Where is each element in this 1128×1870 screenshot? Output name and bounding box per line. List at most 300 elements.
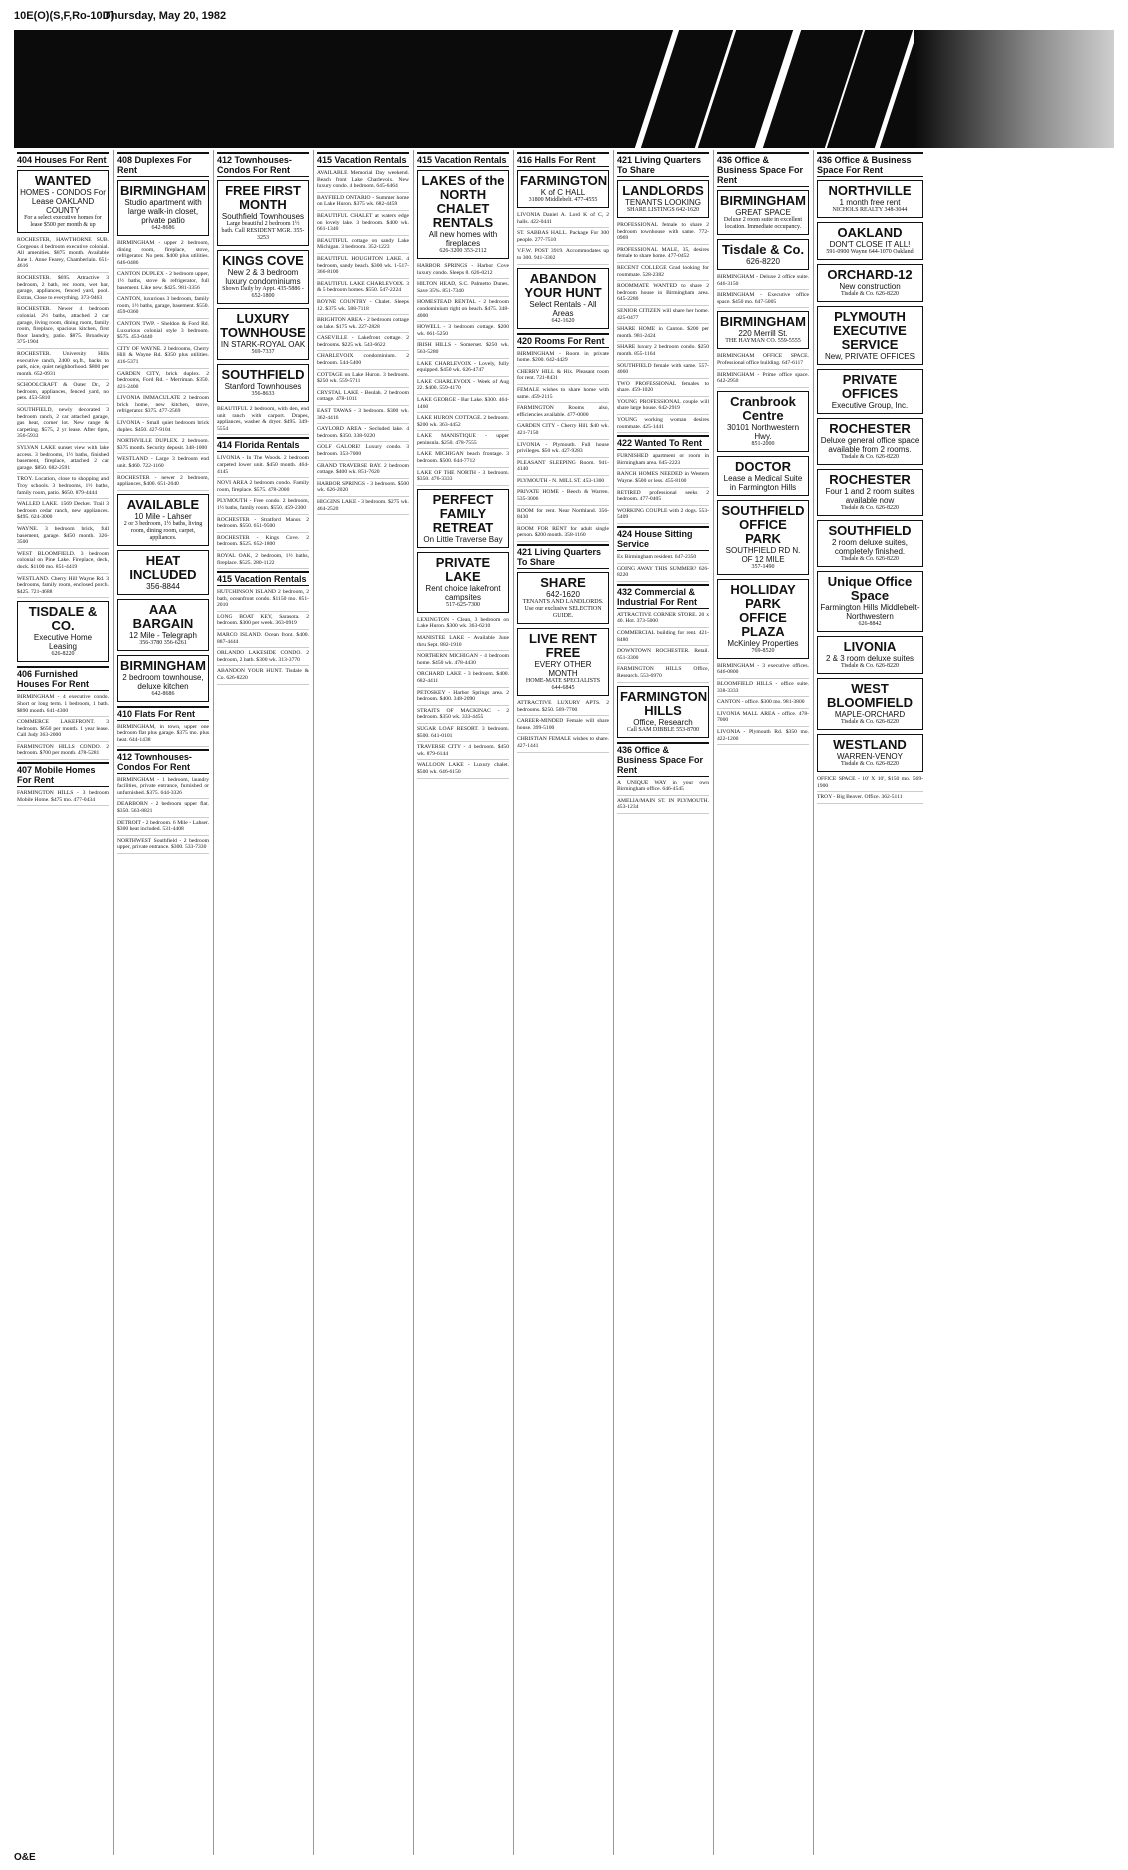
display-ad-detail: 626-3200 353-2112 <box>439 248 487 254</box>
classified-ad: CAREER-MINDED Female will share house. 399-5100 <box>517 718 609 734</box>
display-ad-detail: For a select executive homes for lease $500 per month & up <box>24 215 102 228</box>
display-ad-box <box>817 678 923 730</box>
classified-ad: LAKE CHARLEVOIX - Week of Aug 22. $400. 559-4170 <box>417 379 509 395</box>
display-ad-title: NORTHVILLE <box>828 183 912 198</box>
classified-ad: WESTLAND. Cherry Hill Wayne Rd. 3 bedrooms, family room, enclosed porch. $425. 721-4688 <box>17 576 109 599</box>
display-ad-title: BIRMINGHAM <box>720 314 806 330</box>
display-ad-subtitle: 626-8220 <box>746 257 780 266</box>
display-ad-detail: Call SAM DIBBLE 553-8700 <box>626 726 700 733</box>
display-ad-box <box>717 456 809 496</box>
display-ad-box <box>417 170 509 259</box>
classified-ad: SOUTHFIELD, newly decorated 3 bedroom ranch, 2 car attached garage, gas heat, corner lot. New range & carpeting. $575, 2 yr lease. After 6pm, 356-5933 <box>17 407 109 443</box>
classified-ad: GOLF GALORE! Luxury condo. 3 bedroom. 353-7000 <box>317 444 409 460</box>
display-ad-box <box>517 572 609 624</box>
display-ad-subtitle: Executive Group, Inc. <box>831 401 909 410</box>
display-ad-subtitle: Office, Research <box>633 717 693 727</box>
display-ad-title: PRIVATE OFFICES <box>841 372 899 401</box>
display-ad-subtitle: 12 Mile - Telegraph <box>129 630 197 640</box>
display-ad-box <box>817 418 923 465</box>
display-ad-box <box>417 552 509 613</box>
classified-ad: BIRMINGHAM - Deluxe 2 office suite. 646-3150 <box>717 274 809 290</box>
classified-ad: SYLVAN LAKE sunset view with lake access. 3 bedrooms, 1½ baths, finished basement, fireplace, attached 2 car garage. $850. 682-2591 <box>17 445 109 474</box>
display-ad-subtitle: New construction <box>839 282 901 291</box>
classified-ad: HOWELL - 3 bedroom cottage. $200 wk. 661-5250 <box>417 324 509 340</box>
classified-ad: FARMINGTON HILLS CONDO. 2 bedroom. $700 per month. 478-5281 <box>17 744 109 760</box>
display-ad-subtitle: Studio apartment with large walk-in closet, private patio <box>124 198 202 225</box>
display-ad-box <box>217 308 309 360</box>
display-ad-box <box>517 170 609 208</box>
classified-ad: AMELIA/MAIN ST. IN PLYMOUTH. 453-1234 <box>617 798 709 814</box>
display-ad-box <box>817 180 923 218</box>
display-ad-box <box>817 636 923 674</box>
display-ad-subtitle: Four 1 and 2 room suites available now <box>825 487 915 505</box>
display-ad-subtitle: Executive Home Leasing <box>33 633 93 652</box>
classified-ad: ROYAL OAK, 2 bedroom, 1½ baths, fireplace. $525. 280-1122 <box>217 553 309 569</box>
display-ad-subtitle: EVERY OTHER MONTH <box>534 660 592 679</box>
folio-date: Thursday, May 20, 1982 <box>104 10 227 22</box>
classified-ad: BIRMINGHAM - 4 executive condo. Short or long term. 1 bedroom, 1 bath. $890 month. 641-4300 <box>17 694 109 717</box>
classified-ad: FARMINGTON HILLS Office, Research. 553-6970 <box>617 666 709 682</box>
classified-ad: WALLOON LAKE - Luxury chalet. $500 wk. 646-6150 <box>417 762 509 778</box>
display-ad-box <box>17 170 109 233</box>
classified-ad: AVAILABLE Memorial Day weekend. Beach front Lake Charlevoix. New luxury condo. 4 bedroom. 645-6464 <box>317 170 409 193</box>
classified-ad: LEXINGTON - Clean, 3 bedroom on Lake Huron. $300 wk. 363-6210 <box>417 617 509 633</box>
classified-ad: CRYSTAL LAKE - Beulah. 2 bedroom cottage. 478-1011 <box>317 390 409 406</box>
classified-ad: MARCO ISLAND. Ocean front. $400. 887-4444 <box>217 632 309 648</box>
classified-ad: LIVONIA MALL AREA - office. 478-7000 <box>717 711 809 727</box>
classified-ad: LAKE OF THE NORTH - 3 bedroom. $350. 476-3333 <box>417 470 509 486</box>
display-ad-box <box>117 494 209 546</box>
display-ad-title: FREE FIRST MONTH <box>225 183 301 212</box>
section-heading: 421 Living Quarters To Share <box>517 544 609 569</box>
classified-column <box>814 150 927 1855</box>
classified-ad: BEAUTIFUL LAKE CHARLEVOIX. 3 & 5 bedroom homes. $550. 547-2224 <box>317 281 409 297</box>
display-ad-title: KINGS COVE <box>222 253 304 268</box>
display-ad-subtitle: 2 room deluxe suites, completely finished. <box>831 538 909 556</box>
classified-ad: ROOM for rent. Near Northland. 356-8430 <box>517 508 609 524</box>
display-ad-subtitle: Lease a Medical Suite in Farmington Hills <box>723 473 803 492</box>
display-ad-detail: 569-7337 <box>251 349 275 355</box>
display-ad-title: AVAILABLE <box>126 496 200 512</box>
classified-ad: LAKE HURON COTTAGE. 2 bedroom. $200 wk. 363-4452 <box>417 415 509 431</box>
display-ad-detail: 356-8633 <box>251 391 275 397</box>
display-ad-subtitle: 10 Mile - Lahser <box>134 511 192 521</box>
display-ad-detail: Deluxe 2 room suite in excellent location. Immediate occupancy. <box>723 217 803 230</box>
display-ad-box <box>417 489 509 548</box>
display-ad-subtitle: 1 month free rent <box>839 198 901 207</box>
classified-ad: LIVONIA - Small quiet bedroom brick duplex. $450. 427-9104 <box>117 420 209 436</box>
display-ad-box <box>617 686 709 738</box>
display-ad-subtitle: MAPLE-ORCHARD <box>834 710 906 719</box>
display-ad-subtitle: WARREN-VENOY <box>837 752 903 761</box>
classified-column <box>114 150 214 1855</box>
display-ad-detail: 851-2000 <box>751 440 775 447</box>
display-ad-title: ABANDON YOUR HUNT <box>524 270 602 300</box>
classified-ad: FARMINGTON Rooms also, efficiencies available. 477-0000 <box>517 405 609 421</box>
classified-ad: Ex Birmingham resident. 647-2350 <box>617 554 709 564</box>
classified-ad: COTTAGE on Lake Huron. 3 bedroom. $250 wk. 559-5711 <box>317 372 409 388</box>
classified-ad: IRISH HILLS - Somerset. $250 wk. 563-5280 <box>417 342 509 358</box>
classified-ad: PLYMOUTH - Free condo. 2 bedroom, 1½ baths, family room. $550. 459-2300 <box>217 498 309 514</box>
classified-ad: SENIOR CITIZEN will share her home. 425-0477 <box>617 308 709 324</box>
display-ad-subtitle: On Little Traverse Bay <box>423 534 503 544</box>
classified-ad: LAKE MICHIGAN beach frontage. 3 bedroom. $500. 644-7712 <box>417 451 509 467</box>
classified-ad: CHERRY HILL & Hix. Pleasant room for rent. 721-8431 <box>517 369 609 385</box>
display-ad-detail: 2 or 3 bedroom, 1½ baths, living room, dining room, carpet, appliances. <box>123 520 203 541</box>
classified-ad: EAST TAWAS - 3 bedroom. $300 wk. 362-4416 <box>317 408 409 424</box>
page-footer-mark: O&E <box>14 1852 36 1863</box>
display-ad-title: ROCHESTER <box>829 472 911 487</box>
classified-ad: COMMERCIAL building for rent. 421-8480 <box>617 630 709 646</box>
classified-ad: V.F.W. POST 3919. Accommodates up to 300. 941-3302 <box>517 248 609 264</box>
display-ad-subtitle: McKinley Properties <box>727 638 799 648</box>
display-ad-detail: Tisdale & Co. 626-8220 <box>840 719 900 725</box>
display-ad-title: Tisdale & Co. <box>721 242 805 257</box>
classified-ad: ST. SABBAS HALL. Package For 300 people. 277-7510 <box>517 230 609 246</box>
display-ad-detail: NICHOLS REALTY 348-3044 <box>832 207 908 213</box>
section-heading: 408 Duplexes For Rent <box>117 152 209 177</box>
classified-ad: ORCHARD LAKE - 3 bedroom. $400. 682-4411 <box>417 671 509 687</box>
classified-ad: BIRMINGHAM OFFICE SPACE. Professional office building. 647-6117 <box>717 353 809 369</box>
classified-ad: FEMALE wishes to share home with same. 459-2115 <box>517 387 609 403</box>
display-ad-title: Unique Office Space <box>827 574 913 603</box>
classified-ad: COMMERCE LAKEFRONT. 3 bedroom. $650 per month. 1 year lease. Call Judy 363-2000 <box>17 719 109 742</box>
display-ad-box <box>817 734 923 772</box>
display-ad-detail: 591-0900 Wayne 644-1070 Oakland <box>826 249 914 255</box>
display-ad-detail: Large beautiful 2 bedroom 1½ bath. Call RESIDENT MGR. 355-3253 <box>221 221 305 241</box>
display-ad-title: SOUTHFIELD <box>221 367 305 382</box>
classified-ad: NORTHWEST Southfield - 2 bedroom upper, private entrance. $300. 533-7330 <box>117 838 209 854</box>
display-ad-subtitle: GREAT SPACE <box>735 208 791 217</box>
classified-column <box>514 150 614 1855</box>
classified-ad: OFFICE SPACE - 10' X 10', $150 mo. 569-1900 <box>817 776 923 792</box>
classified-ad: CANTON, luxurious 3 bedroom, family room, 1½ baths, garage, basement. $550. 459-0360 <box>117 296 209 319</box>
display-ad-subtitle: All new homes with fireplaces <box>428 230 498 248</box>
display-ad-title: FARMINGTON <box>520 173 608 188</box>
classified-ad: CASEVILLE - Lakefront cottage. 2 bedrooms. $225 wk. 543-6622 <box>317 335 409 351</box>
classified-ad: HIGGINS LAKE - 3 bedroom. $275 wk. 464-2520 <box>317 499 409 515</box>
display-ad-title: ROCHESTER <box>829 421 911 436</box>
section-heading: 420 Rooms For Rent <box>517 333 609 348</box>
classified-ad: BIRMINGHAM - 1 bedroom, laundry facilities, private entrance, furnished or unfurnished. $375. 644-3326 <box>117 777 209 800</box>
folio-code: 10E(O)(S,F,Ro-10D) <box>14 10 115 22</box>
classified-ad: DEARBORN - 2 bedroom upper flat. $350. 563-8821 <box>117 801 209 817</box>
classified-ad: BOYNE COUNTRY - Chalet. Sleeps 12. $375 wk. 588-7118 <box>317 299 409 315</box>
display-ad-detail: Tisdale & Co. 626-8220 <box>840 663 900 669</box>
display-ad-title: PERFECT FAMILY RETREAT <box>432 491 494 535</box>
display-ad-box <box>717 311 809 349</box>
display-ad-box <box>817 469 923 516</box>
classified-ad: YOUNG PROFESSIONAL couple will share large house. 642-2919 <box>617 399 709 415</box>
classified-ad: A UNIQUE WAY in your own Birmingham office. 646-4545 <box>617 780 709 796</box>
display-ad-title: PLYMOUTH EXECUTIVE SERVICE <box>833 309 907 352</box>
classified-ad: ROCHESTER. Newer 4 bedroom colonial. 2½ baths, attached 2 car garage, living room, dining room, family room, fireplace, spacious kitchen, first floor laundry, patio. $875. Broadway 375-1904 <box>17 306 109 349</box>
classified-ad: WEST BLOOMFIELD. 3 bedroom colonial on Pine Lake. Fireplace, deck, dock. $1100 mo. 851-4419 <box>17 551 109 574</box>
display-ad-detail: 642-8686 <box>151 690 175 697</box>
display-ad-detail: HOME-MATE SPECIALISTS 644-6845 <box>525 678 601 692</box>
classified-ad: LIVONIA Daniel A. Lord K of C, 2 halls. 422-0441 <box>517 212 609 228</box>
display-ad-box <box>517 628 609 696</box>
classified-ad: STRAITS OF MACKINAC - 2 bedroom. $350 wk. 333-4455 <box>417 708 509 724</box>
classified-ad: LIVONIA IMMACULATE 2 bedroom brick home, new kitchen, stove, refrigerator. $375. 477-2569 <box>117 395 209 418</box>
display-ad-box <box>517 268 609 329</box>
classified-ad: GARDEN CITY - Cherry Hill. $40 wk. 421-7150 <box>517 423 609 439</box>
display-ad-box <box>817 222 923 260</box>
display-ad-subtitle: 642-1620 <box>546 590 580 600</box>
display-ad-detail: Tisdale & Co. 626-8220 <box>840 291 900 297</box>
display-ad-box <box>717 500 809 575</box>
classified-column <box>14 150 114 1855</box>
display-ad-detail: 517-625-7300 <box>446 601 480 608</box>
display-ad-detail: Tisdale & Co. 626-8220 <box>840 505 900 511</box>
display-ad-title: LUXURY TOWNHOUSE <box>220 311 306 340</box>
display-ad-box <box>217 364 309 402</box>
classified-ad: BIRMINGHAM - upper 2 bedroom, dining room, fireplace, stove, refrigerator. No pets. $400 plus utilities. 646-0486 <box>117 240 209 269</box>
classified-ad: ROCHESTER - Stratford Manor. 2 bedroom. $550. 651-9500 <box>217 517 309 533</box>
display-ad-subtitle: HOMES - CONDOS For Lease OAKLAND COUNTY <box>20 188 106 215</box>
classified-ad: ROOM FOR RENT for adult single person. $200 month. 358-1160 <box>517 526 609 542</box>
classified-ad: CHRISTIAN FEMALE wishes to share. 427-1441 <box>517 736 609 752</box>
display-ad-title: LIVONIA <box>843 639 897 654</box>
classified-ad: GAYLORD AREA - Secluded lake. 4 bedroom. $350. 338-9220 <box>317 426 409 442</box>
classified-ad: LAKE MANISTIQUE - upper peninsula. $250. 478-7555 <box>417 433 509 449</box>
display-ad-subtitle: SOUTHFIELD RD N. OF 12 MILE <box>725 545 801 564</box>
classified-ad: HARBOR SPRINGS - Harbor Cove luxury condo. Sleeps 8. 626-0212 <box>417 263 509 279</box>
display-ad-subtitle: Southfield Townhouses <box>221 212 305 221</box>
classified-ad: PROFESSIONAL female to share 2 bedroom townhouse with same. 772-0969 <box>617 222 709 245</box>
classified-ad: ROCHESTER, HAWTHORNE SUB. Gorgeous 4 bedroom executive colonial. All amenities. $875 month. Available June 1. Anne Fearey, Chamberlain. 651-4616 <box>17 237 109 273</box>
display-ad-box <box>217 180 309 246</box>
display-ad-subtitle: 2 & 3 room deluxe suites <box>825 654 915 663</box>
section-heading: 415 Vacation Rentals <box>317 152 409 167</box>
classified-ad: CANTON TWP. - Sheldon & Ford Rd. Luxurious colonial style 3 bedroom. $575. 453-0440 <box>117 321 209 344</box>
section-heading: 436 Office & Business Space For Rent <box>817 152 923 177</box>
classified-ad: GARDEN CITY, brick duplex. 2 bedrooms, Ford Rd. - Merriman. $350. 421-2400 <box>117 371 209 394</box>
display-ad-subtitle: 356-8844 <box>146 581 180 591</box>
display-ad-subtitle: Rent choice lakefront campsites <box>425 583 501 602</box>
classified-ad: CANTON - office. $300 mo. 981-3800 <box>717 699 809 709</box>
classified-ad: HARBOR SPRINGS - 3 bedroom. $500 wk. 626-2020 <box>317 481 409 497</box>
section-heading: 436 Office & Business Space For Rent <box>717 152 809 187</box>
display-ad-box <box>717 579 809 659</box>
display-ad-box <box>717 190 809 235</box>
display-ad-detail: 357-1490 <box>751 563 775 570</box>
section-heading: 415 Vacation Rentals <box>217 571 309 586</box>
display-ad-subtitle: K of C HALL <box>540 188 586 197</box>
classified-ad: LAKE GEORGE - Bar Lake. $300. 464-1460 <box>417 397 509 413</box>
display-ad-title: AAA BARGAIN <box>132 601 194 631</box>
classified-ad: ROOMMATE WANTED to share 2 bedroom house in Birmingham area. 645-2280 <box>617 283 709 306</box>
section-heading: 416 Halls For Rent <box>517 152 609 167</box>
display-ad-box <box>217 250 309 304</box>
display-ad-title: BIRMINGHAM <box>120 657 206 673</box>
classified-column <box>414 150 514 1855</box>
classified-ad: WAYNE. 3 bedroom brick, full basement, garage. $450 month. 326-3500 <box>17 526 109 549</box>
display-ad-box <box>117 599 209 651</box>
section-heading: 407 Mobile Homes For Rent <box>17 762 109 787</box>
display-ad-detail: Shown Daily by Appt. 435-5886 - 652-1800 <box>222 286 304 299</box>
classified-ad: FARMINGTON HILLS - 3 bedroom Mobile Home. $475 mo. 477-0434 <box>17 790 109 806</box>
classified-ad: WALLED LAKE. 1569 Decker. Trail 3 bedroom cedar ranch, new appliances. $495. 624-3000 <box>17 501 109 524</box>
classified-ad: BIRMINGHAM - Executive office space. $450 mo. 647-5005 <box>717 292 809 308</box>
display-ad-detail: Tisdale & Co. 626-8220 <box>840 761 900 767</box>
display-ad-subtitle: Deluxe general office space available from 2 rooms. <box>820 436 920 454</box>
classified-ad: SUGAR LOAF RESORT. 3 bedroom. $500. 641-0101 <box>417 726 509 742</box>
display-ad-subtitle: IN STARK-ROYAL OAK <box>220 340 306 349</box>
classified-ad: BIRMINGHAM - Prime office space. 642-2950 <box>717 372 809 388</box>
display-ad-box <box>717 239 809 270</box>
classified-ad: LIVONIA - Plymouth Rd. $350 mo. 422-1200 <box>717 729 809 745</box>
classified-ad: DETROIT - 2 bedroom. 6 Mile - Lahser. $300 heat included. 531-4408 <box>117 820 209 836</box>
display-ad-box <box>17 601 109 662</box>
display-ad-subtitle: Farmington Hills Middlebelt-Northwestern <box>820 603 920 621</box>
classified-ad: SOUTHFIELD female with same. 557-4060 <box>617 363 709 379</box>
classified-ad: TRAVERSE CITY - 4 bedroom. $450 wk. 879-6144 <box>417 744 509 760</box>
display-ad-title: LANDLORDS <box>622 183 704 198</box>
display-ad-box <box>117 655 209 702</box>
section-heading: 422 Wanted To Rent <box>617 435 709 450</box>
classified-column <box>314 150 414 1855</box>
classified-ad: HOMESTEAD RENTAL - 2 bedroom condominium right on beach. $475. 348-4000 <box>417 299 509 322</box>
classified-ad: SHARE HOME in Canton. $200 per month. 981-2424 <box>617 326 709 342</box>
display-ad-box <box>817 369 923 414</box>
classified-ad: LONG BOAT KEY, Sarasota. 2 bedroom. $300 per week. 363-0919 <box>217 614 309 630</box>
display-ad-title: HOLLIDAY PARK OFFICE PLAZA <box>730 581 796 639</box>
classified-ad: GOING AWAY THIS SUMMER? 626-8220 <box>617 566 709 582</box>
classified-ad: TWO PROFESSIONAL females to share. 459-1020 <box>617 381 709 397</box>
classified-ad: PETOSKEY - Harbor Springs area. 2 bedroom. $400. 348-2090 <box>417 690 509 706</box>
classified-ad: ATTRACTIVE CORNER STORE. 20 x 40. Hot. 373-5000 <box>617 612 709 628</box>
display-ad-title: ORCHARD-12 <box>827 267 913 282</box>
classified-ad: BEAUTIFUL CHALET at waters edge on lovely lake. 3 bedroom. $400 wk. 661-1340 <box>317 213 409 236</box>
classified-ad: PLEASANT SLEEPING Room. 941-4140 <box>517 460 609 476</box>
display-ad-title: WANTED <box>34 173 92 188</box>
display-ad-subtitle: Stanford Townhouses <box>224 382 302 391</box>
display-ad-box <box>617 180 709 218</box>
classified-ad: BIRMINGHAM, in town, upper one bedroom flat plus garage. $375 mo. plus heat. 644-1438 <box>117 724 209 747</box>
classified-ad: ROCHESTER - newer 2 bedroom, appliances, $400. 651-2040 <box>117 475 209 491</box>
display-ad-subtitle: 30101 Northwestern Hwy. <box>726 422 800 441</box>
classified-ad: RETIRED professional seeks 2 bedroom. 477-0405 <box>617 490 709 506</box>
display-ad-title: SHARE <box>540 575 586 591</box>
display-ad-detail: 642-1620 <box>551 317 575 324</box>
classified-ad: RECENT COLLEGE Grad looking for roommate. 528-2382 <box>617 265 709 281</box>
display-ad-subtitle: 2 bedroom townhouse, deluxe kitchen <box>122 672 204 691</box>
classified-ad: HILTON HEAD, S.C. Palmetto Dunes. Save 35%. 851-7340 <box>417 281 509 297</box>
classified-ad: NOVI AREA 2 bedroom condo. Family room, fireplace. $575. 478-2000 <box>217 480 309 496</box>
display-ad-title: OAKLAND <box>837 225 903 240</box>
display-ad-title: SOUTHFIELD OFFICE PARK <box>721 502 805 546</box>
display-ad-detail: 769-8520 <box>751 647 775 654</box>
classified-ad: CHARLEVOIX condominium. 2 bedroom. 544-5400 <box>317 353 409 369</box>
classified-column <box>614 150 714 1855</box>
section-heading: 406 Furnished Houses For Rent <box>17 666 109 691</box>
display-ad-detail: 31800 Middlebelt. 477-4555 <box>528 197 598 203</box>
classified-ad: ROCHESTER - Kings Cove. 2 bedroom. $525. 652-1800 <box>217 535 309 551</box>
classified-ad: BIRMINGHAM - 3 executive offices. 646-0800 <box>717 663 809 679</box>
section-heading: 424 House Sitting Service <box>617 526 709 551</box>
display-ad-box <box>117 550 209 595</box>
display-ad-title: BIRMINGHAM <box>120 183 206 198</box>
classified-ad: SCHOOLCRAFT & Outer Dr., 2 bedroom, appliances, fenced yard, no pets. 453-5810 <box>17 382 109 405</box>
section-heading: 410 Flats For Rent <box>117 706 209 721</box>
display-ad-detail: Tisdale & Co. 626-8220 <box>840 556 900 562</box>
classified-ad: BEAUTIFUL HOUGHTON LAKE. 4 bedroom, sandy beach. $300 wk. 1-517-366-8100 <box>317 256 409 279</box>
display-ad-subtitle: New, PRIVATE OFFICES <box>825 352 915 361</box>
display-ad-title: Cranbrook Centre <box>730 393 796 423</box>
classified-ad: TROY - Big Beaver. Office. 362-5111 <box>817 794 923 804</box>
display-ad-title: WEST BLOOMFIELD <box>827 681 913 710</box>
display-ad-title: BIRMINGHAM <box>720 193 806 208</box>
display-ad-box <box>817 264 923 302</box>
display-ad-box <box>717 391 809 452</box>
classified-ad: CITY OF WAYNE. 2 bedrooms, Cherry Hill & Wayne Rd. $350 plus utilities. 416-5371 <box>117 346 209 369</box>
classified-ad: CANTON DUPLEX - 2 bedroom upper, 1½ baths, stove & refrigerator, full basement. Like new. $425. 981-3356 <box>117 271 209 294</box>
display-ad-box <box>117 180 209 236</box>
classified-ad: BEAUTIFUL cottage on sandy Lake Michigan. 3 bedroom. 352-1223 <box>317 238 409 254</box>
section-heading: 415 Vacation Rentals <box>417 152 509 167</box>
display-ad-detail: 626-8842 <box>858 621 882 627</box>
display-ad-detail: THE HAYMAN CO. 559-5555 <box>725 338 801 345</box>
section-heading: 436 Office & Business Space For Rent <box>617 742 709 777</box>
classified-ad: SHARE luxury 2 bedroom condo. $250 month. 855-1164 <box>617 344 709 360</box>
display-ad-subtitle: 220 Merrill St. <box>738 329 788 339</box>
classified-ad: LIVONIA - In The Woods. 2 bedroom carpeted lower unit. $450 month. 464-4145 <box>217 455 309 478</box>
classified-ad: PROFESSIONAL MALE, 35, desires female to share home. 477-0452 <box>617 247 709 263</box>
section-heading: 421 Living Quarters To Share <box>617 152 709 177</box>
classified-ad: ABANDON YOUR HUNT. Tisdale & Co. 626-8220 <box>217 668 309 684</box>
display-ad-detail: Tisdale & Co. 626-8220 <box>840 454 900 460</box>
display-ad-title: DOCTOR <box>734 458 792 474</box>
classified-ad: BAYFIELD ONTARIO - Summer home on Lake Huron. $375 wk. 682-4459 <box>317 195 409 211</box>
classified-column <box>714 150 814 1855</box>
classified-ad: BEAUTIFUL 2 bedroom, with den, end unit ranch with carport. Drapes, appliances, washer & dryer. $495. 349-5554 <box>217 406 309 435</box>
classified-ad: ATTRACTIVE LUXURY APTS. 2 bedrooms. $250. 569-7700 <box>517 700 609 716</box>
display-ad-box <box>817 520 923 567</box>
display-ad-box <box>817 571 923 632</box>
display-ad-detail: 356-3780 356-6261 <box>139 639 187 646</box>
display-ad-detail: 626-8220 <box>51 651 75 658</box>
classified-ad: TROY. Location, close to shopping and Troy schools. 3 bedrooms, 1½ baths, family room, patio. $650. 879-4444 <box>17 476 109 499</box>
classified-ad: ORLANDO LAKESIDE CONDO. 2 bedroom, 2 bath. $300 wk. 313-3770 <box>217 650 309 666</box>
classified-ad: MANISTEE LAKE - Available June thru Sept. 882-1910 <box>417 635 509 651</box>
classified-ad: DOWNTOWN ROCHESTER. Retail. 651-3300 <box>617 648 709 664</box>
classified-ad: WORKING COUPLE with 2 dogs. 553-5409 <box>617 508 709 524</box>
page-folio <box>14 10 1114 26</box>
display-ad-title: PRIVATE LAKE <box>435 554 491 584</box>
classified-ad: NORTHERN MICHIGAN - 4 bedroom home. $450 wk. 478-4430 <box>417 653 509 669</box>
classified-ad: ROCHESTER. $695. Attractive 3 bedroom, 2 bath, rec room, wet bar, garage, appliances, fenced yard, pool. Extras, Close to everything. 373-9463 <box>17 275 109 304</box>
section-heading: 404 Houses For Rent <box>17 152 109 167</box>
display-ad-subtitle: New 2 & 3 bedroom luxury condominiums <box>225 268 301 286</box>
classified-ad: NORTHVILLE DUPLEX. 2 bedroom. $375 month. Security deposit. 348-1000 <box>117 438 209 454</box>
display-ad-title: HEAT INCLUDED <box>129 552 197 582</box>
classified-ad: LIVONIA - Plymouth. Full house privileges. $50 wk. 427-9283 <box>517 442 609 458</box>
display-ad-subtitle: TENANTS LOOKING <box>624 198 701 207</box>
classified-ad: PLYMOUTH - N. MILL ST. 453-1300 <box>517 478 609 488</box>
header-banner-graphic <box>14 30 1114 148</box>
display-ad-title: LIVE RENT FREE <box>529 631 597 661</box>
classified-ad: YOUNG working woman desires roommate. 425-1441 <box>617 417 709 433</box>
display-ad-title: FARMINGTON HILLS <box>620 688 708 718</box>
classified-columns <box>14 150 1114 1855</box>
classified-ad: LAKE CHARLEVOIX - Lovely, fully equipped. $450 wk. 626-4747 <box>417 361 509 377</box>
classified-ad: HUTCHINSON ISLAND 2 bedroom, 2 bath, oceanfront condo. $1150 mo. 851-2010 <box>217 589 309 612</box>
display-ad-title: LAKES of the NORTH CHALET RENTALS <box>421 173 505 230</box>
display-ad-detail: TENANTS AND LANDLORDS. Use our exclusive SELECTION GUIDE. <box>522 599 604 620</box>
display-ad-title: TISDALE & CO. <box>28 604 98 634</box>
classified-ad: WESTLAND - Large 3 bedroom end unit. $460. 722-1160 <box>117 456 209 472</box>
